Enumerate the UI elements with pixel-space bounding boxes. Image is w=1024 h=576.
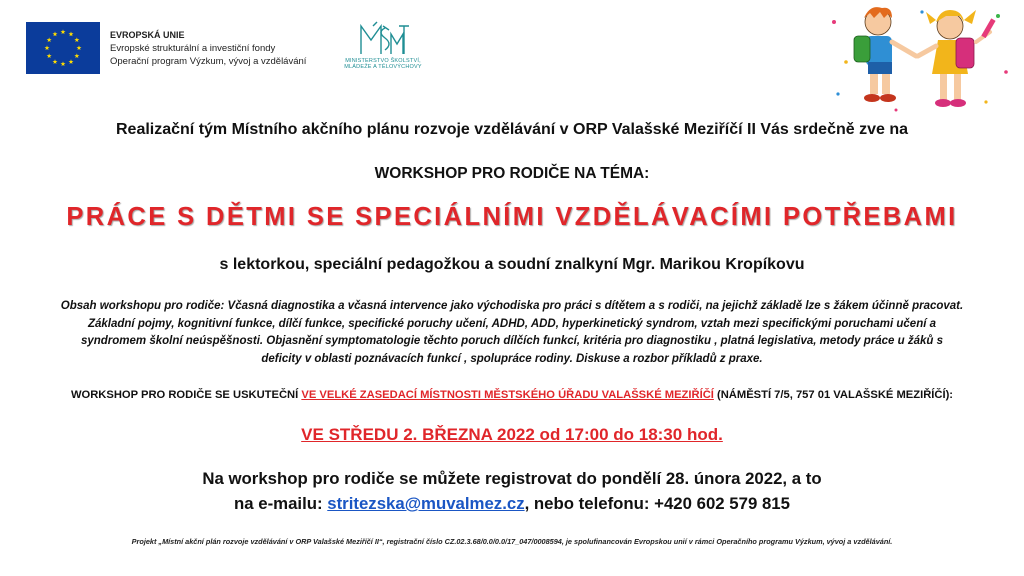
eu-star-icon [47, 53, 52, 58]
phone-text: , nebo telefonu: +420 602 579 815 [524, 494, 790, 513]
girl-figure [918, 10, 996, 107]
eu-star-icon [74, 37, 79, 42]
eu-star-icon [69, 32, 74, 37]
description-line: deficity v oblasti poznávacích funkcí , spolupráce rodiny. Diskuse a rozbor příkladů z praxe. [261, 352, 763, 365]
venue-line [0, 389, 1024, 401]
msmt-monogram-icon [355, 20, 411, 58]
eu-star-icon [47, 37, 52, 42]
eu-logo-text [110, 29, 306, 68]
eu-star-icon [74, 53, 79, 58]
workshop-description [6, 298, 1018, 368]
msmt-logo [333, 20, 433, 78]
registration-line2 [0, 491, 1024, 516]
registration-info [0, 466, 1024, 516]
eu-star-icon [53, 59, 58, 64]
invitation-intro: Realizační tým Místního akčního plánu rozvoje vzdělávání v ORP Valašské Meziříčí II Vás srdečně zve na [115, 121, 908, 138]
venue-address: (NÁMĚSTÍ 7/5, 757 01 VALAŠSKÉ MEZIŘÍČÍ): [713, 389, 954, 401]
description-line: syndromem školní neúspěšnosti. Objasnění symptomatologie těchto poruch dílčích funkcí, kritéria pro diagnostiku , platná legislativa, metody práce u žáků s [80, 335, 944, 347]
eu-star-icon [45, 45, 50, 50]
workshop-heading: WORKSHOP PRO RODIČE NA TÉMA: [374, 165, 650, 182]
eu-star-icon [53, 32, 58, 37]
eu-logo-line2: Evropské strukturální a investiční fondy [110, 42, 276, 54]
project-footer: Projekt „Místní akční plán rozvoje vzdělávání v ORP Valašské Meziříčí II“, registrační číslo CZ.02.3.68/0.0/0.0/17_047/0008594, je spolufinancován Evropskou unií v rámci Operačního programu Výzkum, vývoj a vzdělávání. [131, 537, 893, 546]
msmt-caption-line2: MLÁDEŽE A TĚLOVÝCHOVY [344, 64, 422, 70]
eu-logo [26, 20, 306, 76]
eu-logo-line1: EVROPSKÁ UNIE [110, 29, 185, 40]
description-line: Základní pojmy, kognitivní funkce, dílčí funkce, specifické poruchy učení, ADHD, ADD, hyperkinetický syndrom, vztah mezi specifickými poruchami učení a [87, 317, 937, 330]
eu-logo-line3: Operační program Výzkum, vývoj a vzdělávání [110, 55, 307, 67]
eu-flag-icon [26, 22, 100, 74]
email-link[interactable]: stritezska@muvalmez.cz [327, 494, 525, 513]
boy-figure [854, 7, 916, 102]
description-line: Obsah workshopu pro rodiče: Včasná diagnostika a včasná intervence jako východiska pro práci s dítětem a s rodiči, na jejichž základě lze s žákem účinně pracovat. [60, 300, 964, 312]
eu-star-icon [77, 45, 82, 50]
workshop-title: PRÁCE S DĚTMI SE SPECIÁLNÍMI VZDĚLÁVACÍMI POTŘEBAMI [66, 203, 958, 231]
lecturer-line: s lektorkou, speciální pedagožkou a soudní znalkyní Mgr. Marikou Kropíkovu [219, 256, 805, 273]
eu-star-icon [61, 29, 66, 34]
children-illustration [826, 2, 1012, 120]
eu-star-icon [61, 61, 66, 66]
venue-prefix: WORKSHOP PRO RODIČE SE USKUTEČNÍ [70, 389, 302, 401]
eu-star-icon [69, 59, 74, 64]
registration-line1: Na workshop pro rodiče se můžete registrovat do pondělí 28. února 2022, a to [202, 469, 822, 488]
email-prefix: na e-mailu: [234, 494, 328, 513]
venue-place: VE VELKÉ ZASEDACÍ MÍSTNOSTI MĚSTSKÉHO ÚŘADU VALAŠSKÉ MEZIŘÍČÍ [301, 389, 714, 401]
msmt-caption-line1: MINISTERSTVO ŠKOLSTVÍ, [345, 58, 421, 64]
event-datetime: VE STŘEDU 2. BŘEZNA 2022 od 17:00 do 18:30 hod. [301, 425, 723, 444]
